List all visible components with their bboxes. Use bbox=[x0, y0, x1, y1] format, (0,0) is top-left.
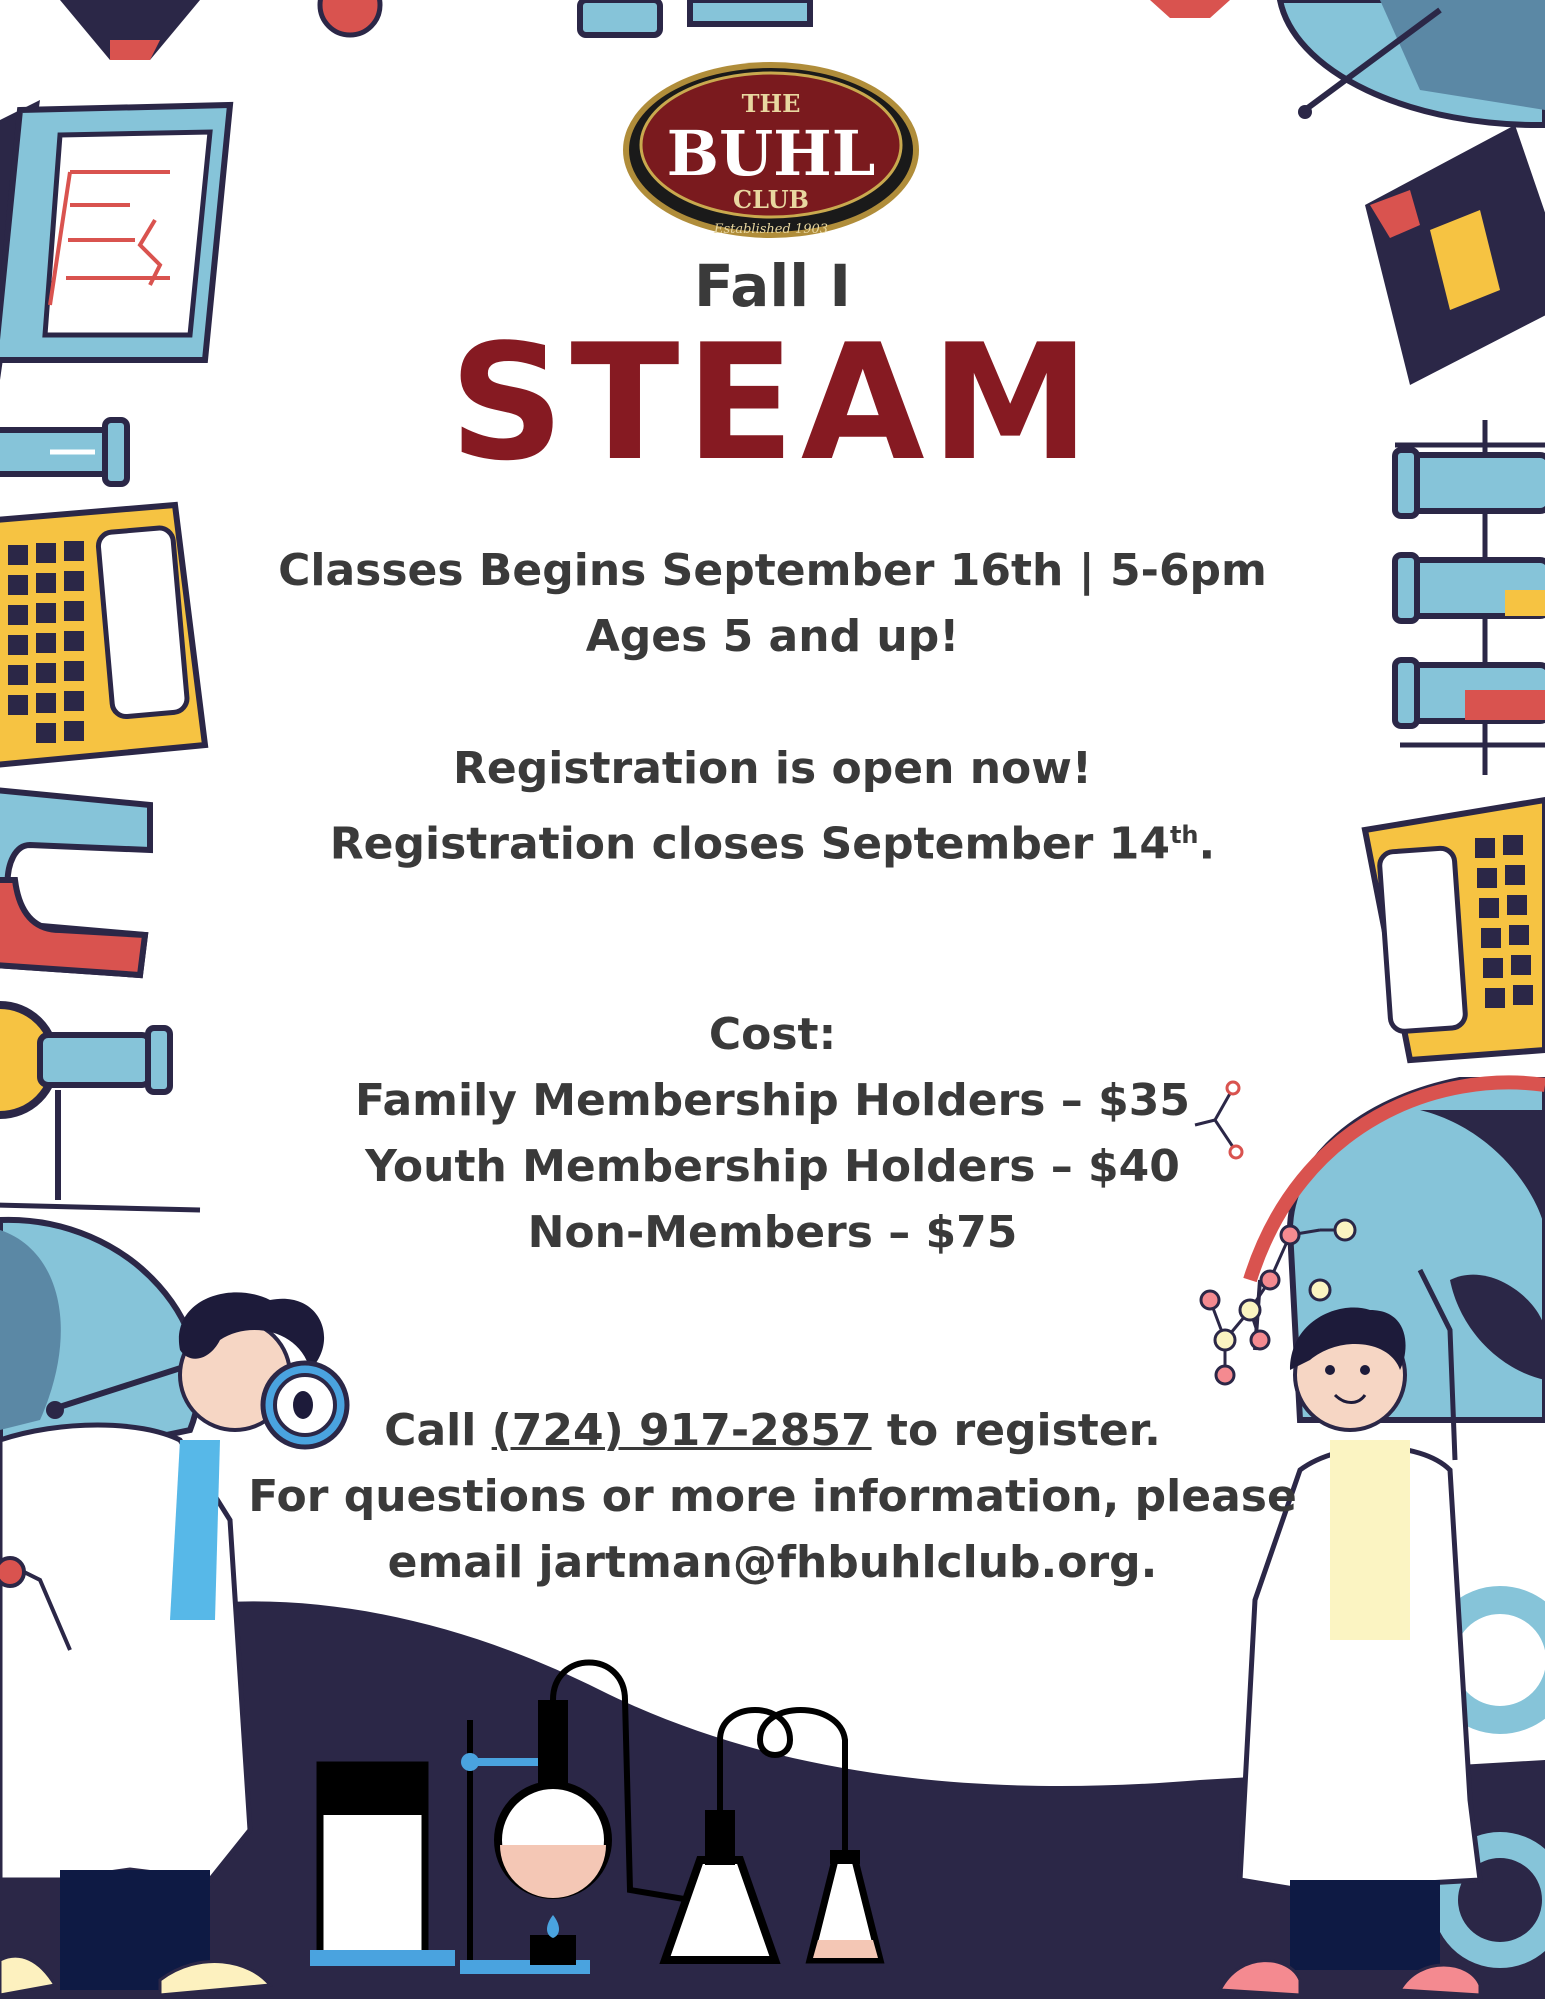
registration-closes-text: Registration closes September 14 bbox=[329, 818, 1170, 870]
globe-icon-top-right bbox=[1280, 0, 1545, 125]
email-line: email jartman@fhbuhlclub.org. bbox=[387, 1537, 1158, 1588]
registration-closes-superscript: th bbox=[1169, 821, 1199, 849]
registration-section bbox=[0, 736, 1545, 878]
cost-heading: Cost: bbox=[708, 1009, 837, 1060]
questions-line: For questions or more information, please bbox=[248, 1471, 1297, 1522]
cost-section bbox=[0, 1002, 1545, 1266]
cost-item: Youth Membership Holders – $40 bbox=[365, 1141, 1180, 1192]
classes-begin-line: Classes Begins September 16th | 5-6pm bbox=[278, 545, 1267, 596]
logo-top-text: THE bbox=[741, 89, 801, 118]
phone-link[interactable]: (724) 917-2857 bbox=[491, 1405, 872, 1456]
cost-item: Non-Members – $75 bbox=[527, 1207, 1018, 1258]
book-icon-top-left bbox=[60, 0, 200, 60]
logo-established-text: Established 1903 bbox=[713, 222, 829, 237]
buhl-club-logo bbox=[623, 62, 919, 238]
registration-closes-line bbox=[0, 802, 1545, 878]
schedule-section bbox=[0, 538, 1545, 670]
call-suffix: to register. bbox=[871, 1405, 1161, 1456]
ages-line: Ages 5 and up! bbox=[585, 611, 960, 662]
test-tube-icon-top bbox=[320, 0, 810, 35]
call-prefix: Call bbox=[384, 1405, 492, 1456]
book-icon-top-right bbox=[1150, 0, 1230, 18]
contact-section bbox=[0, 1398, 1545, 1596]
season-label: Fall I bbox=[694, 252, 851, 320]
registration-open-line: Registration is open now! bbox=[453, 743, 1092, 794]
cost-item: Family Membership Holders – $35 bbox=[355, 1075, 1190, 1126]
program-title: STEAM bbox=[449, 309, 1096, 496]
logo-name-text: BUHL bbox=[666, 117, 876, 190]
call-line bbox=[0, 1398, 1545, 1464]
logo-bottom-text: CLUB bbox=[733, 185, 809, 214]
registration-closes-period: . bbox=[1198, 818, 1216, 870]
